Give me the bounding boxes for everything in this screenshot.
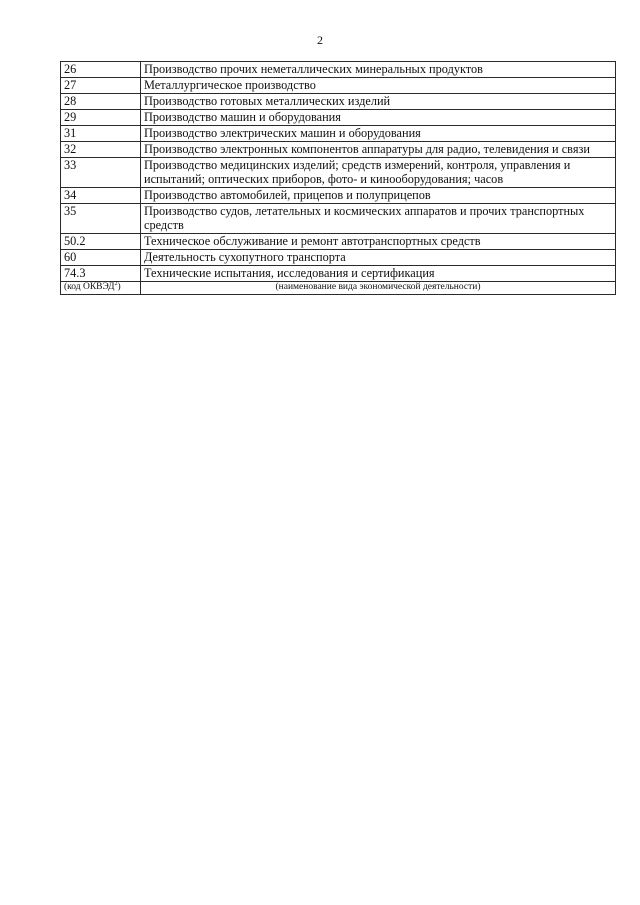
table-row — [61, 142, 616, 158]
activity-name-cell: Производство машин и оборудования — [141, 110, 616, 126]
activity-name-cell: Производство медицинских изделий; средств измерений, контроля, управления и испытаний; оптических приборов, фото- и кинооборудования; часов — [141, 158, 616, 188]
table-row — [61, 250, 616, 266]
okved-code-cell: 26 — [61, 62, 141, 78]
table-row — [61, 62, 616, 78]
activity-name-cell: Деятельность сухопутного транспорта — [141, 250, 616, 266]
okved-code-cell: 28 — [61, 94, 141, 110]
page-number: 2 — [317, 33, 323, 47]
footnote-ref: 2 — [114, 280, 118, 287]
okved-code-cell: 31 — [61, 126, 141, 142]
okved-code-caption — [61, 282, 141, 295]
activity-name-caption: (наименование вида экономической деятельности) — [141, 282, 616, 295]
okved-code-cell: 32 — [61, 142, 141, 158]
okved-code-cell: 33 — [61, 158, 141, 188]
table-row — [61, 266, 616, 282]
table-row — [61, 188, 616, 204]
activity-name-cell: Производство электронных компонентов аппаратуры для радио, телевидения и связи — [141, 142, 616, 158]
table-row — [61, 204, 616, 234]
table-row — [61, 78, 616, 94]
activity-name-cell: Производство автомобилей, прицепов и полуприцепов — [141, 188, 616, 204]
table-row — [61, 94, 616, 110]
okved-code-cell: 50.2 — [61, 234, 141, 250]
activity-name-cell: Производство прочих неметаллических минеральных продуктов — [141, 62, 616, 78]
table-caption-row — [61, 282, 616, 295]
activity-name-cell: Производство судов, летательных и космических аппаратов и прочих транспортных средств — [141, 204, 616, 234]
activity-name-cell: Металлургическое производство — [141, 78, 616, 94]
okved-code-cell: 34 — [61, 188, 141, 204]
activity-name-cell: Производство электрических машин и оборудования — [141, 126, 616, 142]
activity-name-cell: Техническое обслуживание и ремонт автотранспортных средств — [141, 234, 616, 250]
okved-code-cell: 29 — [61, 110, 141, 126]
activity-name-cell: Производство готовых металлических изделий — [141, 94, 616, 110]
okved-code-caption-label: (код ОКВЭД — [64, 282, 115, 292]
table-row — [61, 234, 616, 250]
okved-code-cell: 74.3 — [61, 266, 141, 282]
okved-code-cell: 60 — [61, 250, 141, 266]
activity-name-cell: Технические испытания, исследования и сертификация — [141, 266, 616, 282]
okved-activity-table — [60, 61, 616, 295]
okved-code-cell: 27 — [61, 78, 141, 94]
okved-code-cell: 35 — [61, 204, 141, 234]
table-row — [61, 110, 616, 126]
table-row — [61, 126, 616, 142]
table-row — [61, 158, 616, 188]
okved-code-caption-close: ) — [117, 282, 121, 292]
